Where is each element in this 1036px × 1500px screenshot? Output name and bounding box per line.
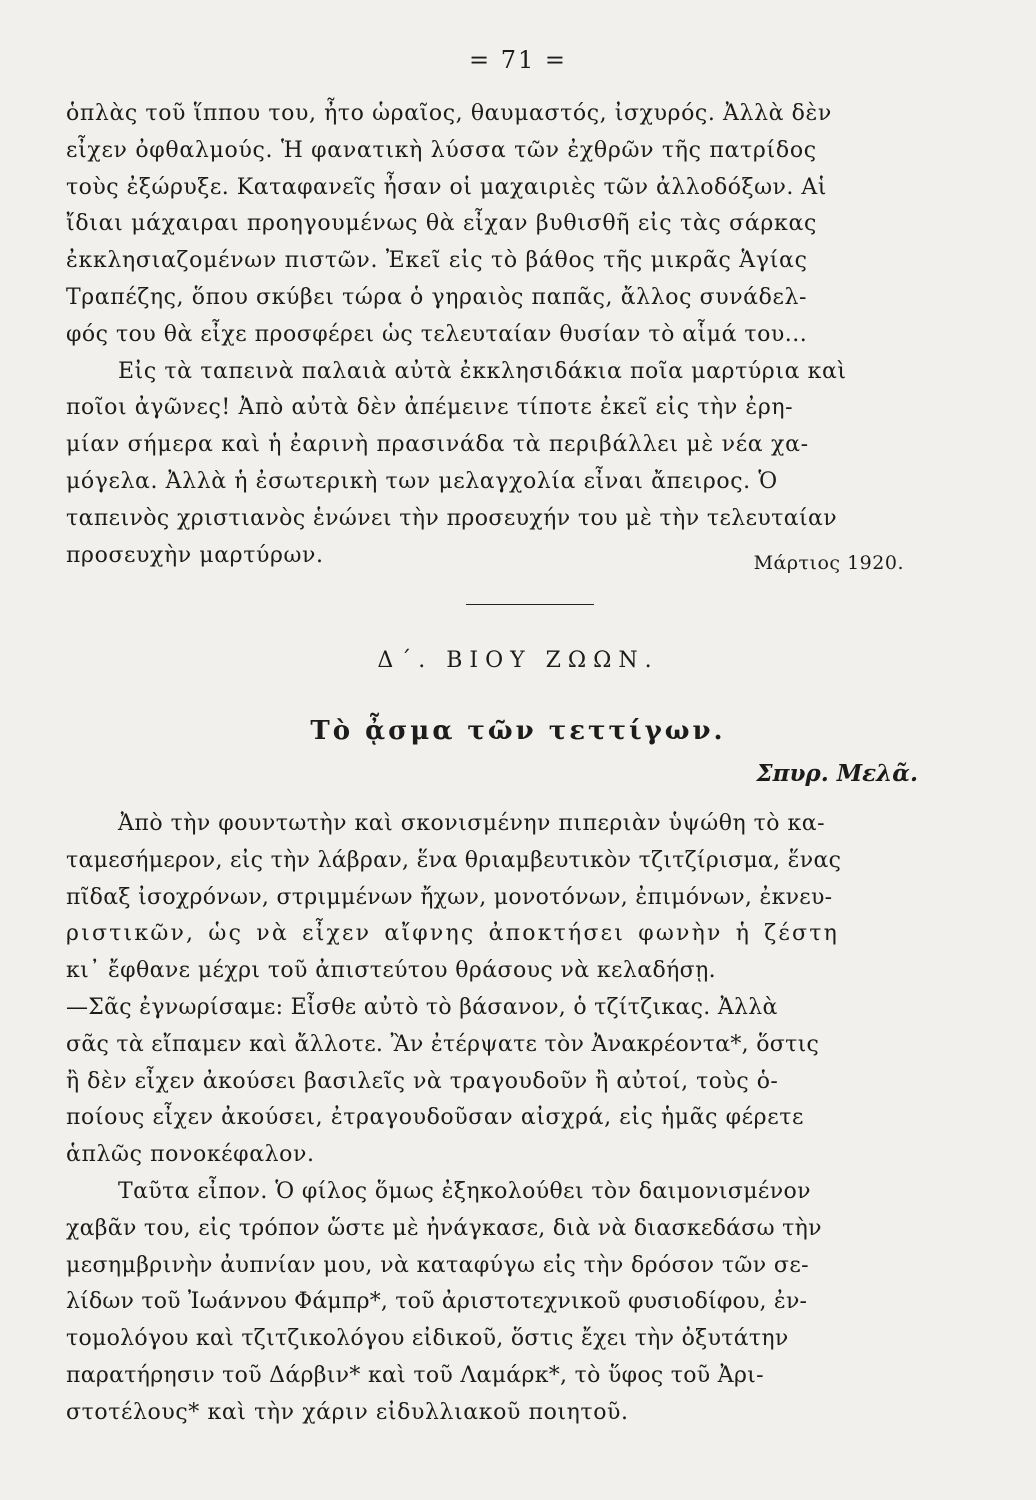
text-line: —Σᾶς ἐγνωρίσαμε: Εἶσθε αὐτὸ τὸ βάσανον, ὁ τζίτζικας. Ἀλλὰ — [66, 994, 778, 1020]
text-line: σᾶς τὰ εἴπαμεν καὶ ἄλλοτε. Ἂν ἐτέρψατε τὸν Ἀνακρέοντα*, ὅστις — [66, 1031, 820, 1057]
text-line: τοὺς ἐξώρυξε. Καταφανεῖς ἦσαν οἱ μαχαιριὲς τῶν ἀλλοδόξων. Αἱ — [66, 174, 827, 200]
text-line: πῖδαξ ἰσοχρόνων, στριμμένων ἤχων, μονοτόνων, ἐπιμόνων, ἐκνευ- — [66, 884, 833, 910]
text-line: ταμεσήμερον, εἰς τὴν λάβραν, ἕνα θριαμβευτικὸν τζιτζίρισμα, ἕνας — [66, 847, 842, 873]
text-line: ἁπλῶς πονοκέφαλον. — [66, 1142, 315, 1168]
text-line: μεσημβρινὴν ἀυπνίαν μου, νὰ καταφύγω εἰς τὴν δρόσον τῶν σε- — [66, 1252, 809, 1278]
article-title: Τὸ ᾆσμα τῶν τεττίγων. — [310, 716, 726, 746]
page-number: = 71 = — [468, 46, 567, 74]
section-title: Δ΄. ΒΙΟΥ ΖΩΩΝ. — [377, 648, 659, 673]
text-line: χαβᾶν του, εἰς τρόπον ὥστε μὲ ἠνάγκασε, διὰ νὰ διασκεδάσω τὴν — [66, 1215, 822, 1241]
text-line: τομολόγου καὶ τζιτζικολόγου εἰδικοῦ, ὅστις ἔχει τὴν ὀξυτάτην — [66, 1326, 789, 1352]
author-signature: Σπυρ. Μελᾶ. — [756, 760, 918, 787]
dateline: Μάρτιος 1920. — [753, 552, 904, 574]
text-line: ἢ δὲν εἶχεν ἀκούσει βασιλεῖς νὰ τραγουδοῦν ἢ αὐτοί, τοὺς ὁ- — [66, 1068, 779, 1094]
text-line: Ταῦτα εἶπον. Ὁ φίλος ὅμως ἐξηκολούθει τὸν δαιμονισμένον — [118, 1178, 811, 1204]
text-line: Εἰς τὰ ταπεινὰ παλαιὰ αὐτὰ ἐκκλησιδάκια ποῖα μαρτύρια καὶ — [118, 358, 847, 384]
paragraph-continuation — [66, 96, 954, 574]
text-line: φός του θὰ εἶχε προσφέρει ὡς τελευταίαν θυσίαν τὸ αἷμά του... — [66, 321, 808, 347]
text-line: Τραπέζης, ὅπου σκύβει τώρα ὁ γηραιὸς παπᾶς, ἄλλος συνάδελ- — [66, 284, 808, 310]
text-line: παρατήρησιν τοῦ Δάρβιν* καὶ τοῦ Λαμάρκ*, τὸ ὕφος τοῦ Ἀρι- — [66, 1362, 764, 1388]
text-line: ταπεινὸς χριστιανὸς ἑνώνει τὴν προσευχήν του μὲ τὴν τελευταίαν — [66, 505, 838, 531]
text-line: μίαν σήμερα καὶ ἡ ἐαρινὴ πρασινάδα τὰ περιβάλλει μὲ νέα χα- — [66, 432, 809, 458]
section-divider — [466, 604, 594, 605]
text-line: ριστικῶν, ὡς νὰ εἶχεν αἴφνης ἀποκτήσει φωνὴν ἡ ζέστη — [66, 921, 840, 947]
text-line: ποῖοι ἀγῶνες! Ἀπὸ αὐτὰ δὲν ἀπέμεινε τίποτε ἐκεῖ εἰς τὴν ἐρη- — [66, 395, 794, 421]
text-line: ποίους εἶχεν ἀκούσει, ἐτραγουδοῦσαν αἰσχρά, εἰς ἡμᾶς φέρετε — [66, 1105, 804, 1131]
text-line: εἶχεν ὀφθαλμούς. Ἡ φανατικὴ λύσσα τῶν ἐχθρῶν τῆς πατρίδος — [66, 137, 817, 163]
text-line: ἐκκλησιαζομένων πιστῶν. Ἐκεῖ εἰς τὸ βάθος τῆς μικρᾶς Ἁγίας — [66, 248, 808, 274]
text-line: στοτέλους* καὶ τὴν χάριν εἰδυλλιακοῦ ποιητοῦ. — [66, 1399, 629, 1425]
text-line: ἴδιαι μάχαιραι προηγουμένως θὰ εἶχαν βυθισθῆ εἰς τὰς σάρκας — [66, 211, 818, 237]
article-body — [66, 806, 954, 1432]
text-line: μόγελα. Ἀλλὰ ἡ ἐσωτερικὴ των μελαγχολία εἶναι ἄπειρος. Ὁ — [66, 468, 778, 494]
text-line: προσευχὴν μαρτύρων. — [66, 542, 324, 568]
text-line: ὁπλὰς τοῦ ἵππου του, ἦτο ὡραῖος, θαυμαστός, ἰσχυρός. Ἀλλὰ δὲν — [66, 101, 832, 126]
text-line: κι᾿ ἔφθανε μέχρι τοῦ ἀπιστεύτου θράσους νὰ κελαδήσῃ. — [66, 958, 717, 984]
text-line: λίδων τοῦ Ἰωάννου Φάμπρ*, τοῦ ἀριστοτεχνικοῦ φυσιοδίφου, ἐν- — [66, 1289, 808, 1315]
text-line: Ἀπὸ τὴν φουντωτὴν καὶ σκονισμένην πιπεριὰν ὑψώθη τὸ κα- — [118, 811, 826, 836]
